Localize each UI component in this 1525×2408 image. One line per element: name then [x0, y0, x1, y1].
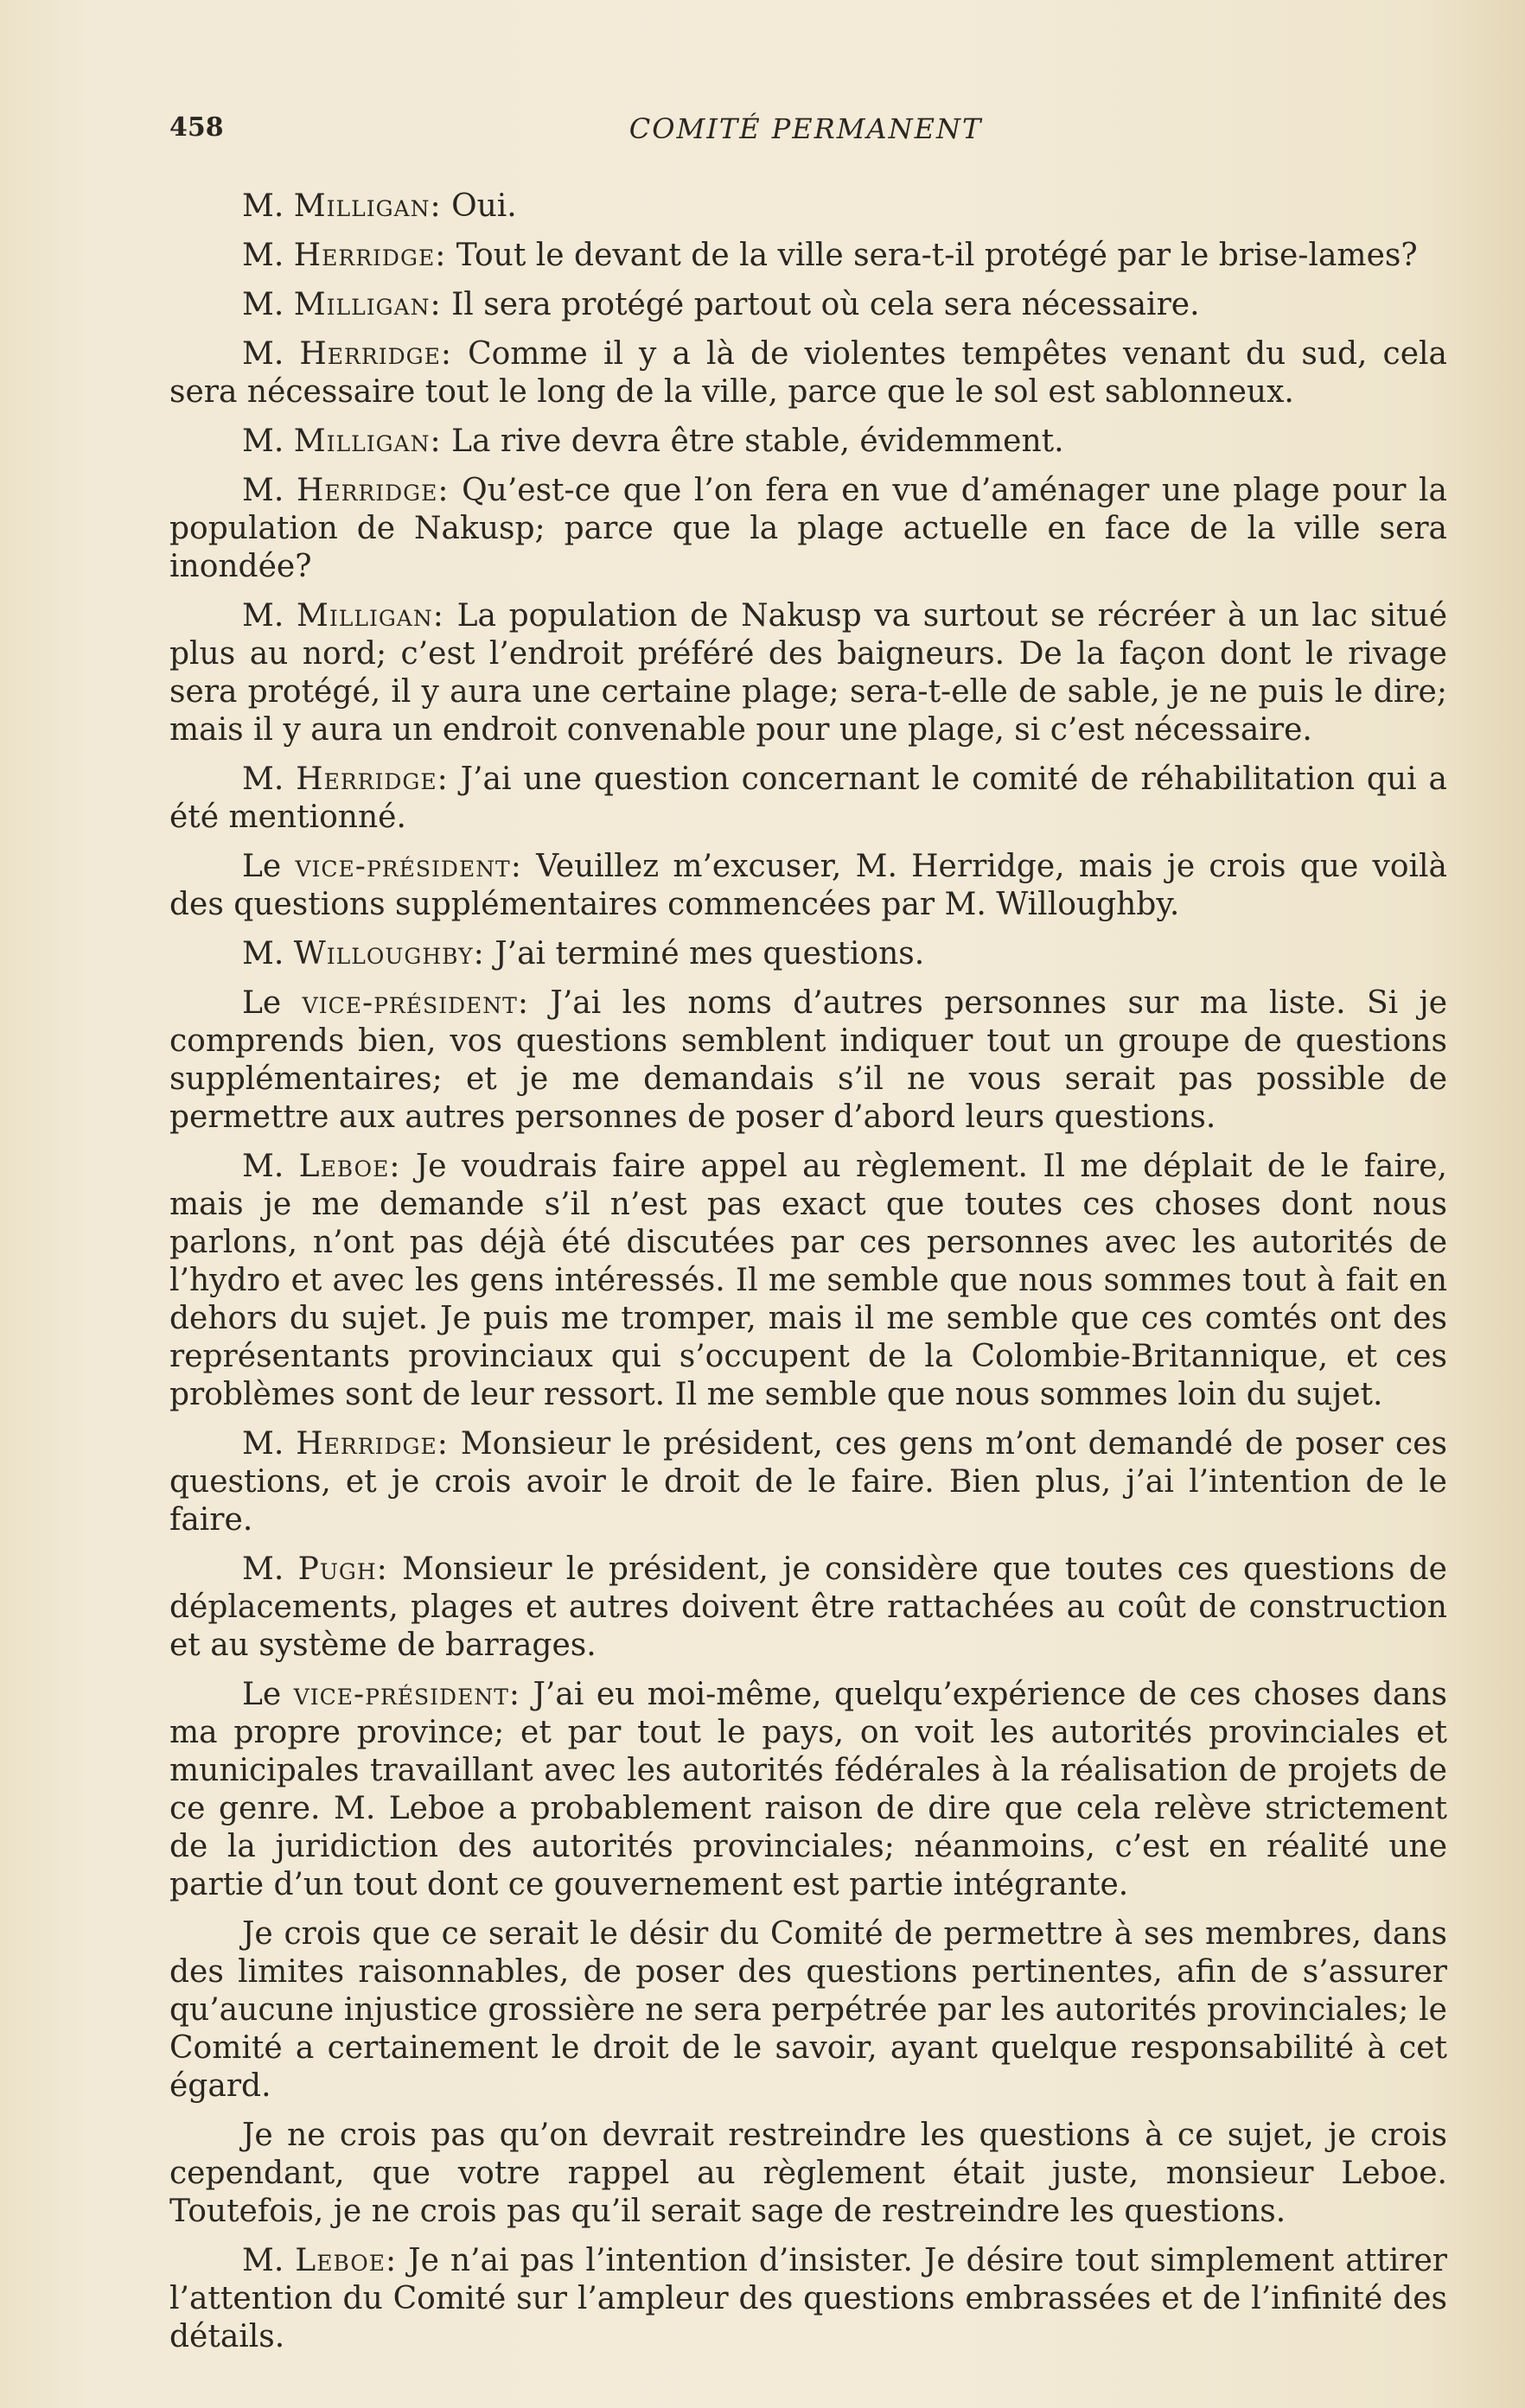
speech-text: La population de Nakusp va surtout se récréer à un lac situé plus au nord; c’est l’endroit préféré des baigneurs. De la façon dont le rivage sera protégé, il y aura une certaine plage; sera-t-elle de sable, je ne puis le dire; mais il y aura un endroit convenable pour une plage, si c’est nécessaire. [169, 598, 1447, 748]
speaker-prefix: M. [242, 188, 284, 224]
transcript-paragraph [169, 597, 1447, 749]
transcript-paragraph [169, 335, 1447, 411]
speaker-prefix: M. [242, 1426, 284, 1462]
speaker-name: Milligan: [293, 287, 442, 322]
transcript-paragraph [169, 848, 1447, 924]
speech-text: Monsieur le président, ces gens m’ont demandé de poser ces questions, et je crois avoir le droit de le faire. Bien plus, j’ai l’intention de le faire. [169, 1426, 1447, 1538]
speaker-name: Herridge: [296, 473, 450, 508]
speaker-name: Milligan: [293, 188, 442, 224]
speech-text: J’ai les noms d’autres personnes sur ma liste. Si je comprends bien, vos questions semblent indiquer tout un groupe de questions supplémentaires; et je me demandais s’il ne vous serait pas possible de permettre aux autres personnes de poser d’abord leurs questions. [169, 985, 1447, 1135]
speaker-prefix: M. [242, 473, 284, 508]
speaker-name: Milligan: [297, 598, 444, 634]
speaker-name: Leboe: [298, 1149, 401, 1184]
speaker-name: Herridge: [296, 761, 449, 797]
speech-text: J’ai une question concernant le comité de réhabilitation qui a été mentionné. [169, 761, 1447, 835]
speech-text: Il sera protégé partout où cela sera nécessaire. [451, 287, 1200, 322]
speaker-name: vice-président: [293, 1677, 521, 1712]
speech-text: Je n’ai pas l’intention d’insister. Je désire tout simplement attirer l’attention du Comité sur l’ampleur des questions embrassées et de l’infinité des détails. [169, 2243, 1447, 2354]
speaker-name: Herridge: [293, 238, 447, 273]
transcript-body [169, 188, 1447, 2367]
speaker-prefix: M. [242, 2243, 284, 2278]
transcript-paragraph [169, 1676, 1447, 1904]
speaker-name: Willoughby: [293, 936, 485, 971]
speech-text: Oui. [451, 188, 517, 224]
speaker-prefix: M. [242, 598, 284, 634]
transcript-paragraph [169, 1425, 1447, 1539]
speech-text: Comme il y a là de violentes tempêtes venant du sud, cela sera nécessaire tout le long de la ville, parce que le sol est sablonneux. [169, 336, 1447, 410]
speaker-prefix: M. [242, 936, 284, 971]
transcript-paragraph [169, 237, 1447, 275]
transcript-paragraph [169, 1148, 1447, 1414]
transcript-paragraph [169, 472, 1447, 586]
transcript-paragraph [169, 984, 1447, 1137]
speaker-prefix: M. [242, 287, 284, 322]
transcript-paragraph [169, 761, 1447, 837]
speech-text: Je voudrais faire appel au règlement. Il me déplait de le faire, mais je me demande s’il n’est pas exact que toutes ces choses dont nous parlons, n’ont pas déjà été discutées par ces personnes avec les autorités de l’hydro et avec les gens intéressés. Il me semble que nous sommes tout à fait en dehors du sujet. Je puis me tromper, mais il me semble que ces comtés ont des représentants provinciaux qui s’occupent de la Colombie-Britannique, et ces problèmes sont de leur ressort. Il me semble que nous sommes loin du sujet. [169, 1149, 1447, 1412]
speaker-prefix: M. [242, 1149, 284, 1184]
speaker-name: Herridge: [299, 336, 452, 372]
speaker-prefix: M. [242, 238, 284, 273]
transcript-paragraph [169, 935, 1447, 973]
speaker-prefix: M. [242, 761, 284, 797]
transcript-paragraph [169, 286, 1447, 324]
transcript-paragraph [169, 423, 1447, 461]
speaker-prefix: M. [242, 424, 284, 459]
speech-text: Qu’est-ce que l’on fera en vue d’aménager une plage pour la population de Nakusp; parce que la plage actuelle en face de la ville sera inondée? [169, 473, 1447, 584]
speaker-prefix: M. [242, 336, 284, 372]
transcript-paragraph [169, 1915, 1447, 2105]
speech-text: Veuillez m’excuser, M. Herridge, mais je crois que voilà des questions supplémentaires commencées par M. Willoughby. [169, 849, 1448, 922]
speech-text: Je crois que ce serait le désir du Comité de permettre à ses membres, dans des limites raisonnables, de poser des questions pertinentes, afin de s’assurer qu’aucune injustice grossière ne sera perpétrée par les autorités provinciales; le Comité a certainement le droit de le savoir, ayant quelque responsabilité à cet égard. [169, 1916, 1447, 2104]
page-number: 458 [169, 112, 224, 143]
speaker-name: Pugh: [297, 1551, 388, 1587]
speaker-name: Milligan: [293, 424, 442, 459]
speaker-prefix: Le [242, 1677, 282, 1712]
running-title: COMITÉ PERMANENT [629, 112, 983, 145]
speaker-prefix: Le [242, 849, 282, 884]
speech-text: La rive devra être stable, évidemment. [451, 424, 1064, 459]
speech-text: J’ai terminé mes questions. [495, 936, 925, 971]
transcript-paragraph [169, 2117, 1447, 2231]
speaker-name: Leboe: [295, 2243, 398, 2278]
page-header [169, 112, 1442, 164]
speaker-prefix: Le [242, 985, 282, 1021]
speaker-prefix: M. [242, 1551, 284, 1587]
speaker-name: Herridge: [296, 1426, 449, 1462]
speaker-name: vice-président: [302, 985, 529, 1021]
transcript-paragraph [169, 2242, 1447, 2356]
transcript-paragraph [169, 188, 1447, 226]
speech-text: Je ne crois pas qu’on devrait restreindre les questions à ce sujet, je crois cependant, que votre rappel au règlement était juste, monsieur Leboe. Toutefois, je ne crois pas qu’il serait sage de restreindre les questions. [169, 2118, 1447, 2229]
speech-text: Tout le devant de la ville sera-t-il protégé par le brise-lames? [456, 238, 1418, 273]
speech-text: J’ai eu moi-même, quelqu’expérience de ces choses dans ma propre province; et par tout le pays, on voit les autorités provinciales et municipales travaillant avec les autorités fédérales à la réalisation de projets de ce genre. M. Leboe a probablement raison de dire que cela relève strictement de la juridiction des autorités provinciales; néanmoins, c’est en réalité une partie d’un tout dont ce gouvernement est partie intégrante. [169, 1677, 1447, 1902]
speech-text: Monsieur le président, je considère que toutes ces questions de déplacements, plages et autres doivent être rattachées au coût de construction et au système de barrages. [169, 1551, 1447, 1663]
transcript-paragraph [169, 1551, 1447, 1665]
speaker-name: vice-président: [295, 849, 522, 884]
